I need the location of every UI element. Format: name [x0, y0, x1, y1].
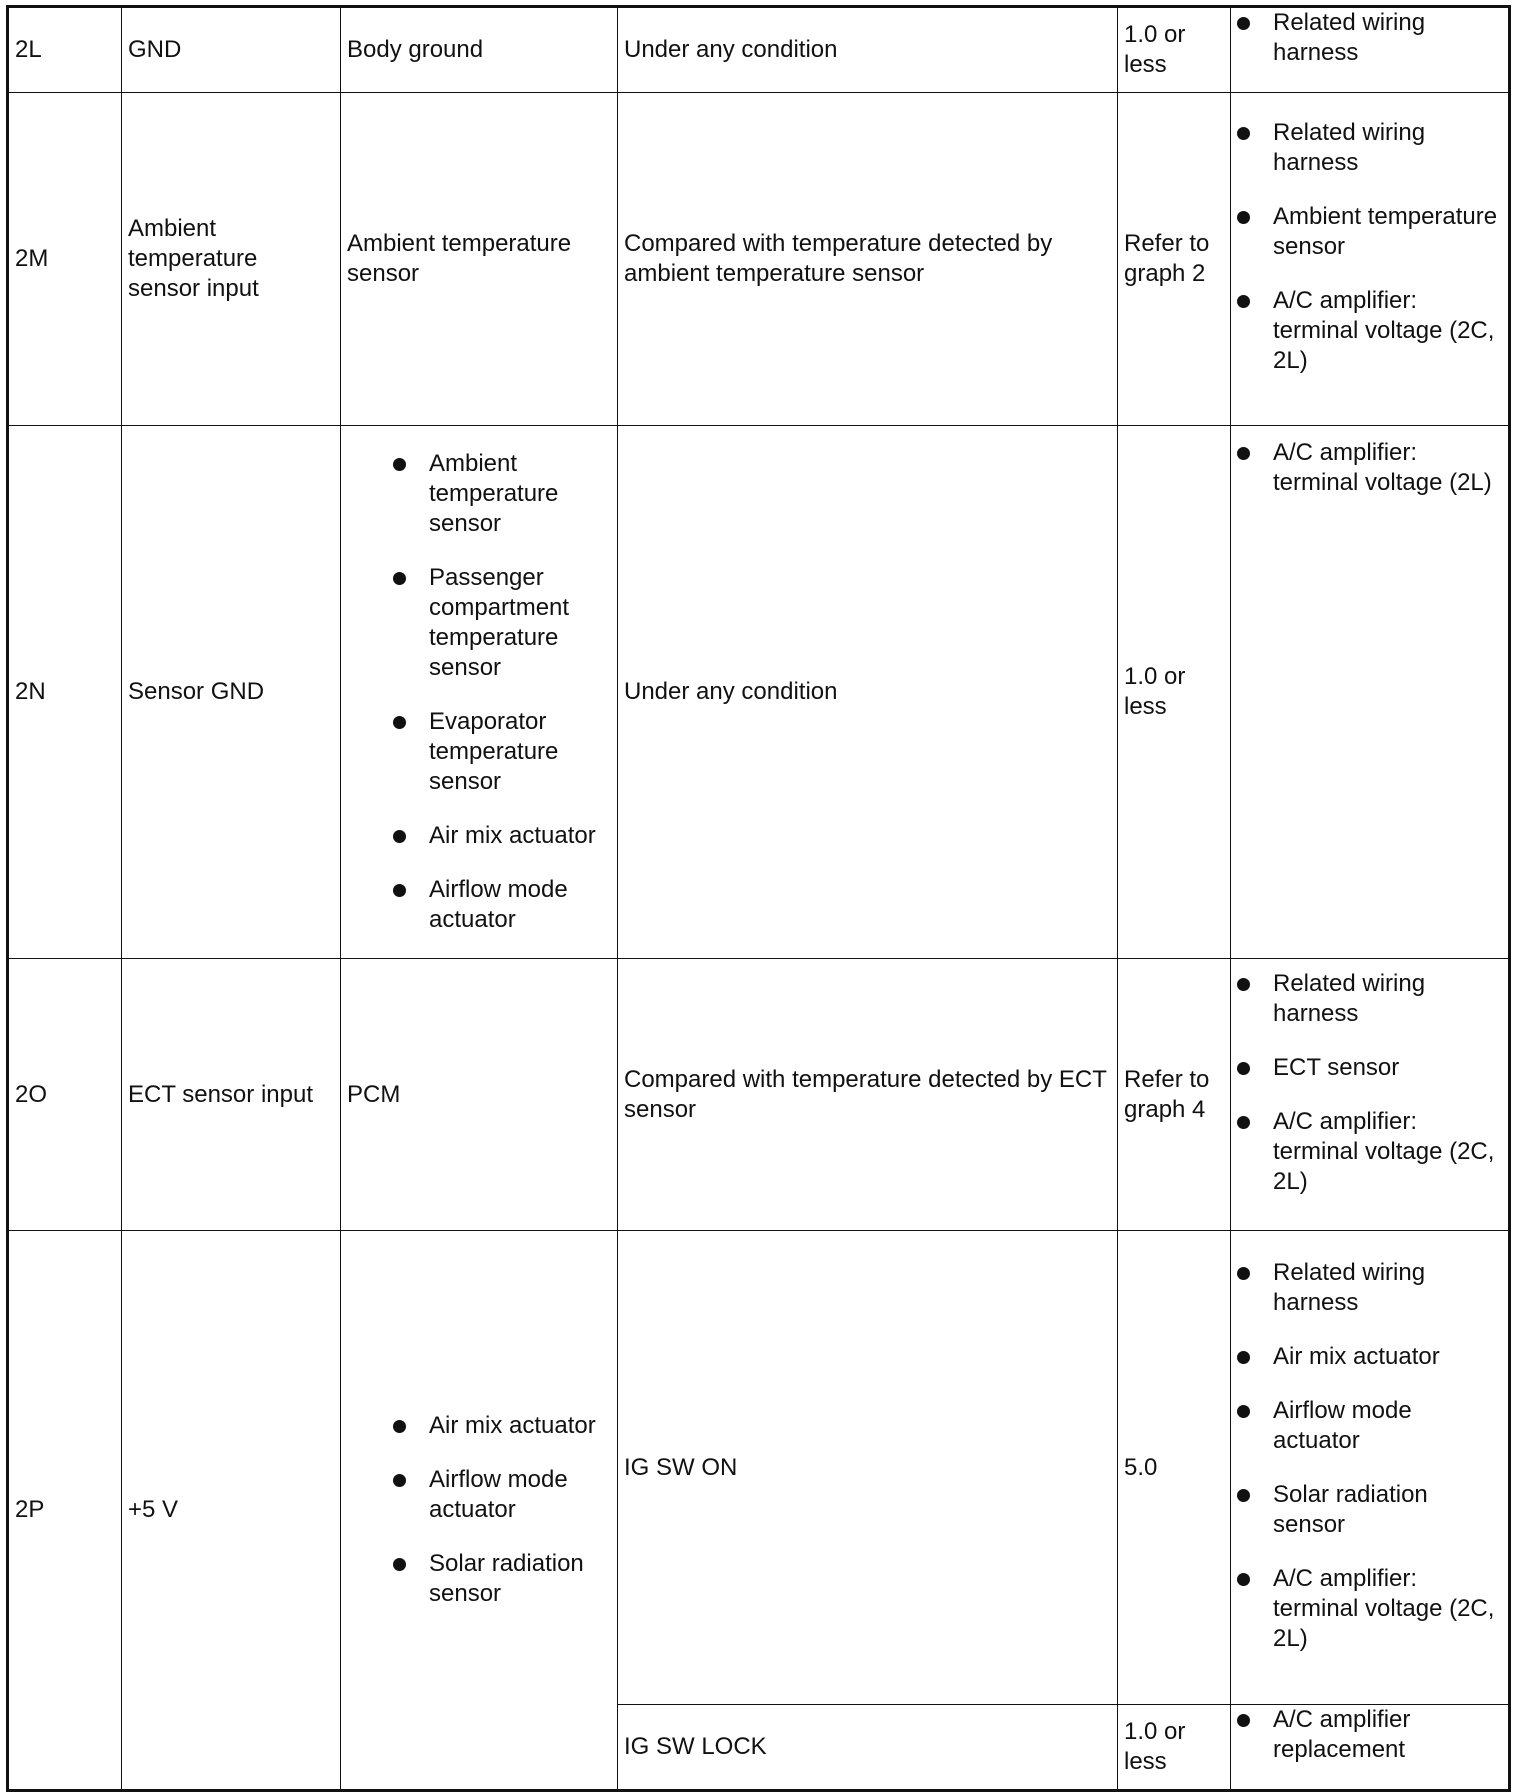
signal-cell: Sensor GND	[122, 426, 341, 959]
terminal-cell: 2P	[8, 1231, 122, 1791]
inspection-cell	[1231, 1705, 1510, 1791]
signal-cell: ECT sensor input	[122, 959, 341, 1231]
terminal-voltage-table	[6, 5, 1511, 1792]
inspection-item: Related wiring harness	[1237, 118, 1504, 178]
condition-cell: Compared with temperature detected by ambient temperature sensor	[618, 93, 1118, 426]
voltage-cell: 1.0 or less	[1118, 1705, 1231, 1791]
connected-item: Evaporator temperature sensor	[393, 707, 613, 797]
inspection-item: Related wiring harness	[1237, 1258, 1504, 1318]
signal-cell: GND	[122, 7, 341, 93]
voltage-cell: 5.0	[1118, 1231, 1231, 1705]
connected-to-cell: Body ground	[341, 7, 618, 93]
inspection-cell	[1231, 93, 1510, 426]
table-row	[8, 426, 1510, 959]
condition-cell: Under any condition	[618, 426, 1118, 959]
table-row	[8, 1231, 1510, 1705]
terminal-cell: 2M	[8, 93, 122, 426]
voltage-cell: Refer to graph 2	[1118, 93, 1231, 426]
voltage-cell: 1.0 or less	[1118, 7, 1231, 93]
connected-item: Airflow mode actuator	[393, 1465, 613, 1525]
voltage-cell: Refer to graph 4	[1118, 959, 1231, 1231]
inspection-cell	[1231, 7, 1510, 93]
inspection-item: A/C amplifier: terminal voltage (2C, 2L)	[1237, 1107, 1504, 1197]
table-row	[8, 7, 1510, 93]
voltage-cell: 1.0 or less	[1118, 426, 1231, 959]
inspection-item: Related wiring harness	[1237, 8, 1504, 68]
connected-to-cell: PCM	[341, 959, 618, 1231]
inspection-item: Air mix actuator	[1237, 1342, 1504, 1372]
table-row	[8, 93, 1510, 426]
inspection-item: Related wiring harness	[1237, 969, 1504, 1029]
inspection-cell	[1231, 1231, 1510, 1705]
inspection-cell	[1231, 959, 1510, 1231]
terminal-cell: 2O	[8, 959, 122, 1231]
inspection-item: Airflow mode actuator	[1237, 1396, 1504, 1456]
inspection-item: Solar radiation sensor	[1237, 1480, 1504, 1540]
inspection-item: A/C amplifier replacement	[1237, 1705, 1504, 1765]
connected-item: Airflow mode actuator	[393, 875, 613, 935]
condition-cell: Under any condition	[618, 7, 1118, 93]
inspection-cell	[1231, 426, 1510, 959]
inspection-item: A/C amplifier: terminal voltage (2C, 2L)	[1237, 286, 1504, 376]
signal-cell: Ambient temperature sensor input	[122, 93, 341, 426]
inspection-item: A/C amplifier: terminal voltage (2C, 2L)	[1237, 1564, 1504, 1654]
connected-item: Ambient temperature sensor	[393, 449, 613, 539]
terminal-cell: 2N	[8, 426, 122, 959]
inspection-item: ECT sensor	[1237, 1053, 1504, 1083]
connected-item: Solar radiation sensor	[393, 1549, 613, 1609]
connected-item: Air mix actuator	[393, 821, 613, 851]
connected-to-cell	[341, 1231, 618, 1791]
table-row	[8, 959, 1510, 1231]
connected-item: Passenger compartment temperature sensor	[393, 563, 613, 683]
connected-to-cell	[341, 426, 618, 959]
connected-to-cell: Ambient temperature sensor	[341, 93, 618, 426]
terminal-cell: 2L	[8, 7, 122, 93]
condition-cell: IG SW ON	[618, 1231, 1118, 1705]
connected-item: Air mix actuator	[393, 1411, 613, 1441]
inspection-item: A/C amplifier: terminal voltage (2L)	[1237, 438, 1504, 498]
inspection-item: Ambient temperature sensor	[1237, 202, 1504, 262]
signal-cell: +5 V	[122, 1231, 341, 1791]
condition-cell: Compared with temperature detected by ECT sensor	[618, 959, 1118, 1231]
condition-cell: IG SW LOCK	[618, 1705, 1118, 1791]
